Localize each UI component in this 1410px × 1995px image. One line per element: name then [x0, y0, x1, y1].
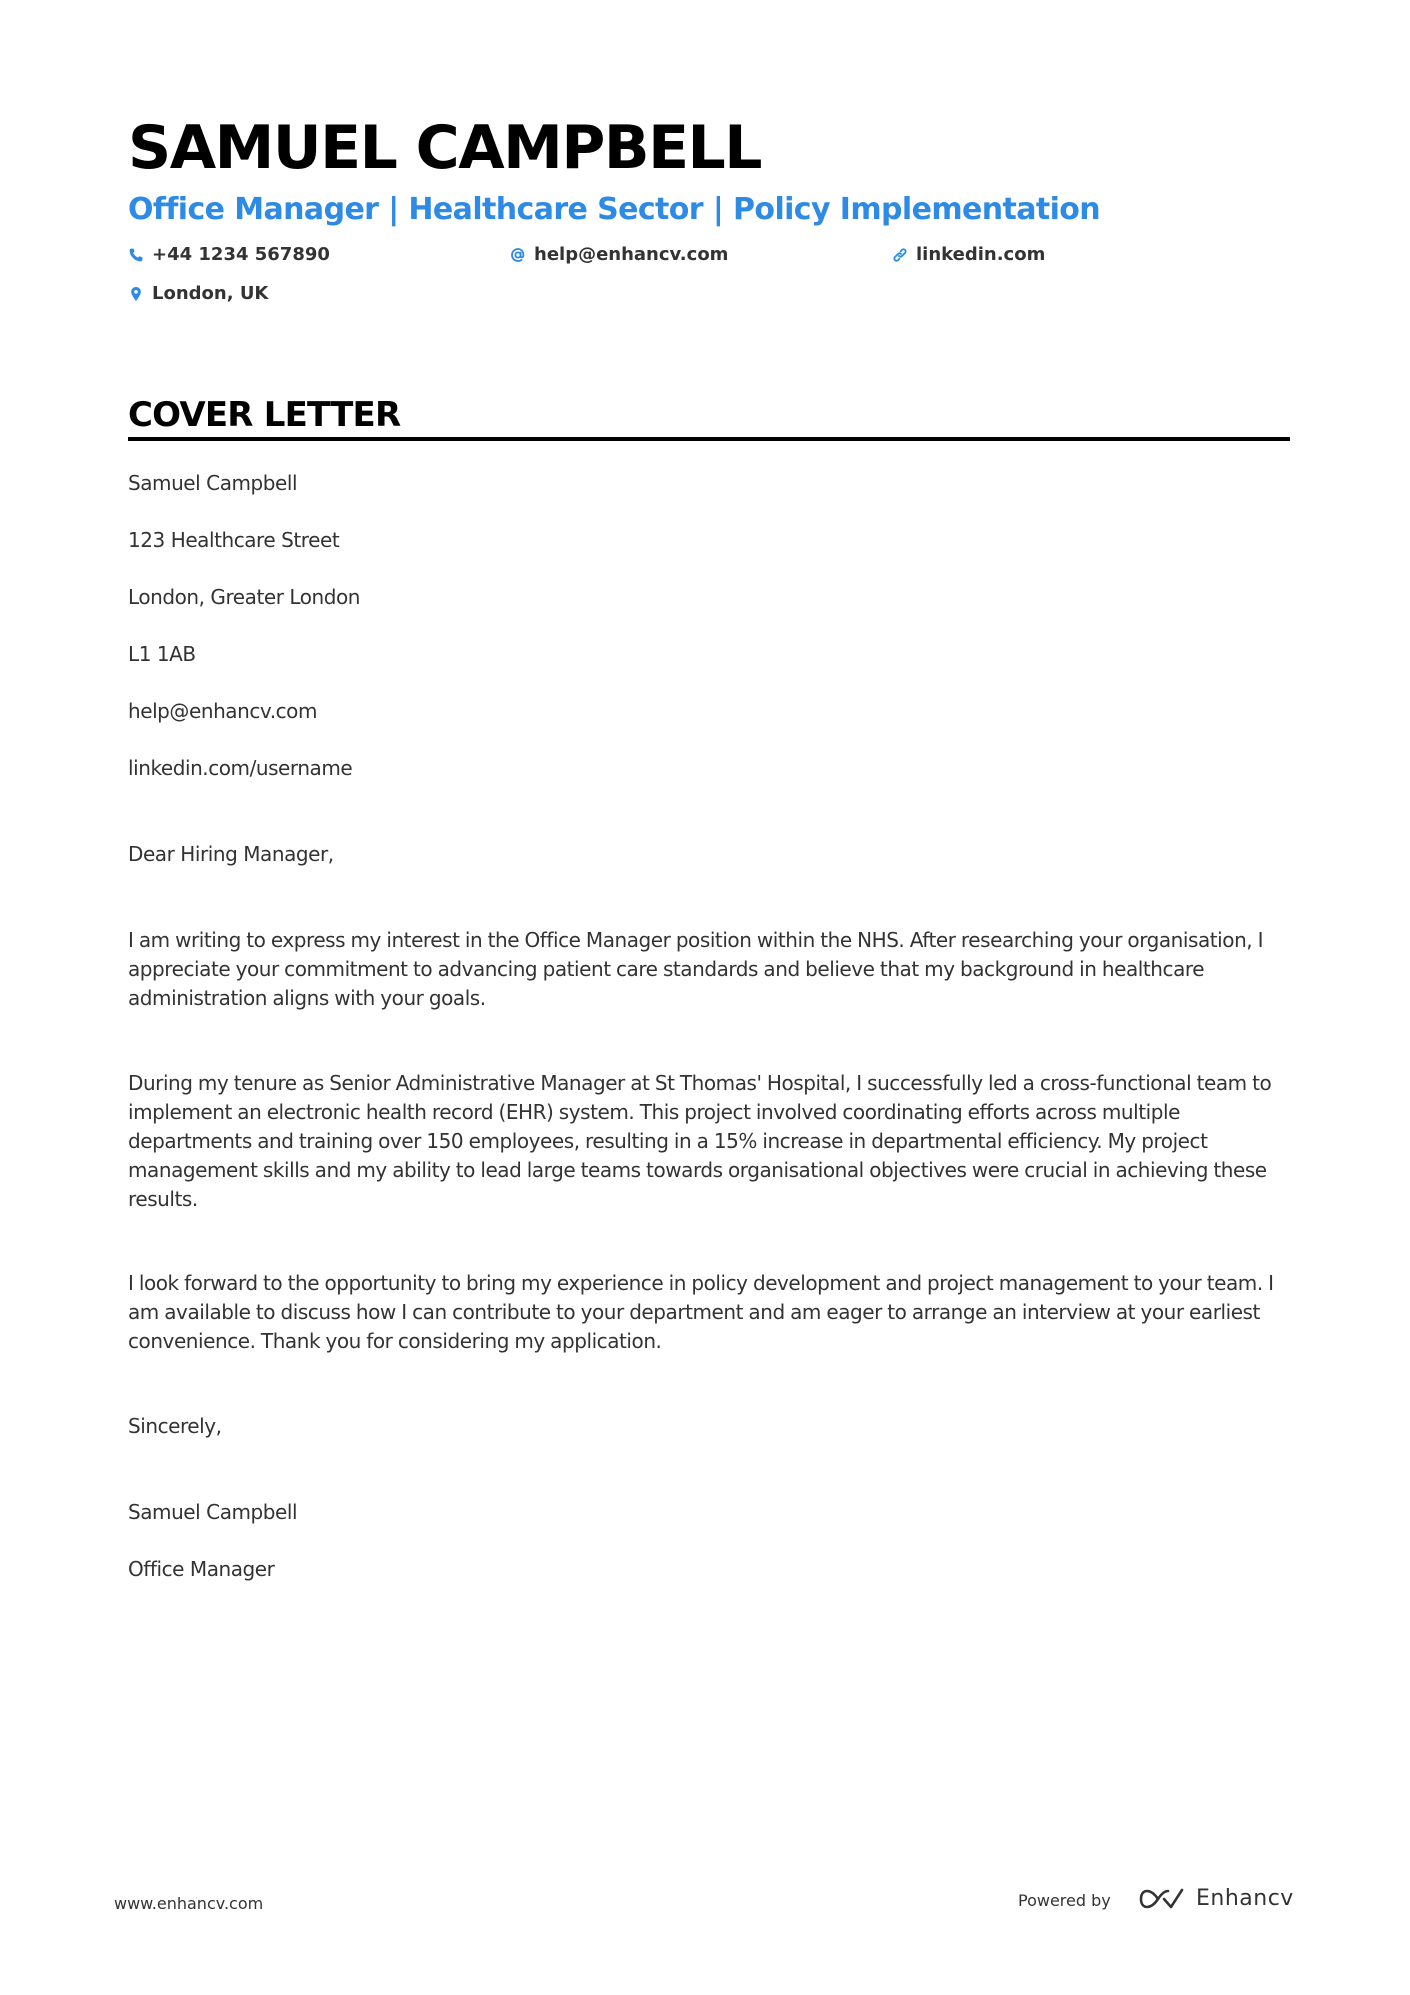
section-divider [128, 437, 1290, 441]
candidate-name: SAMUEL CAMPBELL [128, 113, 762, 183]
link-icon [892, 247, 908, 263]
link-text: linkedin.com [916, 244, 1046, 265]
section-title: COVER LETTER [128, 395, 401, 435]
contact-link [892, 243, 1045, 267]
sender-postcode-line: L1 1AB [128, 642, 196, 666]
sender-email-line: help@enhancv.com [128, 699, 317, 723]
location-pin-icon [128, 286, 144, 302]
letter-greeting: Dear Hiring Manager, [128, 842, 334, 866]
sender-street-line: 123 Healthcare Street [128, 528, 340, 552]
candidate-headline: Office Manager | Healthcare Sector | Policy Implementation [128, 192, 1101, 227]
contact-phone [128, 243, 330, 267]
brand-lockup [1138, 1884, 1294, 1914]
signature-name: Samuel Campbell [128, 1500, 298, 1524]
contact-email [510, 243, 728, 267]
letter-paragraph-1: I am writing to express my interest in the Office Manager position within the NHS. After researching your organisation, I appreciate your commitment to advancing patient care standards and believe that my background in healthcare administration aligns with your goals. [128, 928, 1264, 1010]
signature-title: Office Manager [128, 1557, 275, 1581]
location-text: London, UK [152, 283, 269, 304]
email-text: help@enhancv.com [534, 244, 729, 265]
phone-icon [128, 247, 144, 263]
footer-url[interactable]: www.enhancv.com [114, 1894, 264, 1913]
sender-city-line: London, Greater London [128, 585, 361, 609]
contact-location [128, 282, 268, 306]
sender-linkedin-line: linkedin.com/username [128, 756, 353, 780]
phone-text: +44 1234 567890 [152, 244, 330, 265]
letter-closing: Sincerely, [128, 1414, 222, 1438]
sender-name-line: Samuel Campbell [128, 471, 298, 495]
letter-paragraph-3: I look forward to the opportunity to bring my experience in policy development and project management to your team. I am available to discuss how I can contribute to your department and am eager to arrange an interview at your earliest convenience. Thank you for considering my application. [128, 1271, 1274, 1353]
powered-by-label: Powered by [1018, 1891, 1111, 1910]
brand-name: Enhancv [1196, 1886, 1294, 1911]
letter-paragraph-2: During my tenure as Senior Administrative Manager at St Thomas' Hospital, I successfully led a cross-functional team to implement an electronic health record (EHR) system. This project involved coordinating efforts across multiple departments and training over 150 employees, resulting in a 15% increase in departmental efficiency. My project management skills and my ability to lead large teams towards organisational objectives were crucial in achieving these results. [128, 1071, 1272, 1211]
enhancv-logo-icon [1138, 1884, 1186, 1914]
at-icon [510, 247, 526, 263]
